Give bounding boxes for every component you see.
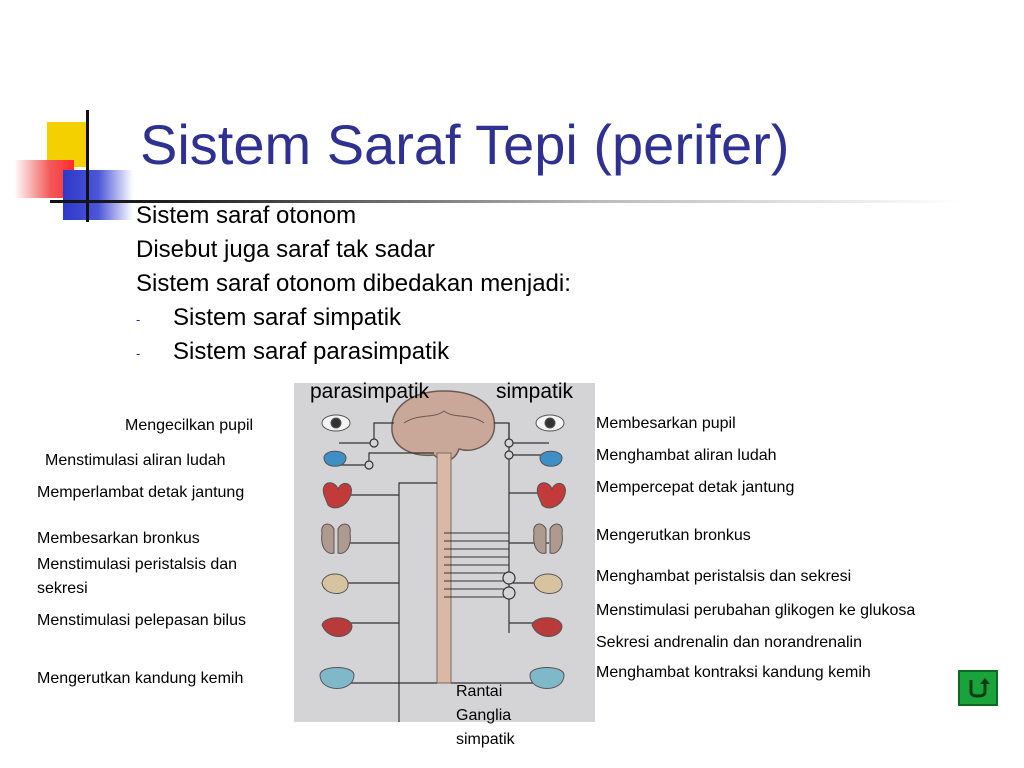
- decor-blue-square: [63, 170, 133, 220]
- left-label: Mengerutkan kandung kemih: [37, 670, 244, 687]
- bullet-marker: -: [136, 312, 141, 327]
- left-label: Menstimulasi pelepasan bilus: [37, 612, 246, 629]
- right-label: Sekresi andrenalin dan norandrenalin: [596, 634, 862, 651]
- ganglia-label: Rantai Ganglia simpatik: [456, 683, 515, 748]
- right-label: Mengerutkan bronkus: [596, 527, 751, 544]
- body-line-3: Sistem saraf otonom dibedakan menjadi:: [136, 270, 571, 297]
- return-icon: [965, 674, 991, 703]
- body-line-2: Disebut juga saraf tak sadar: [136, 236, 435, 263]
- body-line-1: Sistem saraf otonom: [136, 202, 357, 229]
- left-label: Membesarkan bronkus: [37, 530, 200, 547]
- right-label: Menstimulasi perubahan glikogen ke glukosa: [596, 602, 916, 619]
- right-label: Menghambat peristalsis dan sekresi: [596, 568, 852, 585]
- right-label: Menghambat kontraksi kandung kemih: [596, 664, 871, 681]
- header-parasimpatik: parasimpatik: [310, 380, 430, 403]
- header-simpatik: simpatik: [496, 380, 574, 403]
- slide-title: Sistem Saraf Tepi (perifer): [140, 113, 790, 176]
- left-label: Memperlambat detak jantung: [37, 484, 245, 501]
- right-label: Membesarkan pupil: [596, 415, 736, 432]
- decor-vertical-line: [86, 110, 89, 222]
- left-label: Menstimulasi aliran ludah: [45, 452, 226, 469]
- left-label: Mengecilkan pupil: [125, 417, 254, 434]
- bullet-item-parasimpatik: Sistem saraf parasimpatik: [173, 338, 450, 365]
- return-button[interactable]: [958, 670, 998, 706]
- right-label: Mempercepat detak jantung: [596, 479, 795, 496]
- right-label: Menghambat aliran ludah: [596, 447, 777, 464]
- bullet-item-simpatik: Sistem saraf simpatik: [173, 304, 402, 331]
- bullet-marker: -: [136, 346, 141, 361]
- left-label: Menstimulasi peristalsis dan sekresi: [37, 556, 238, 597]
- nervous-system-diagram: [294, 383, 595, 722]
